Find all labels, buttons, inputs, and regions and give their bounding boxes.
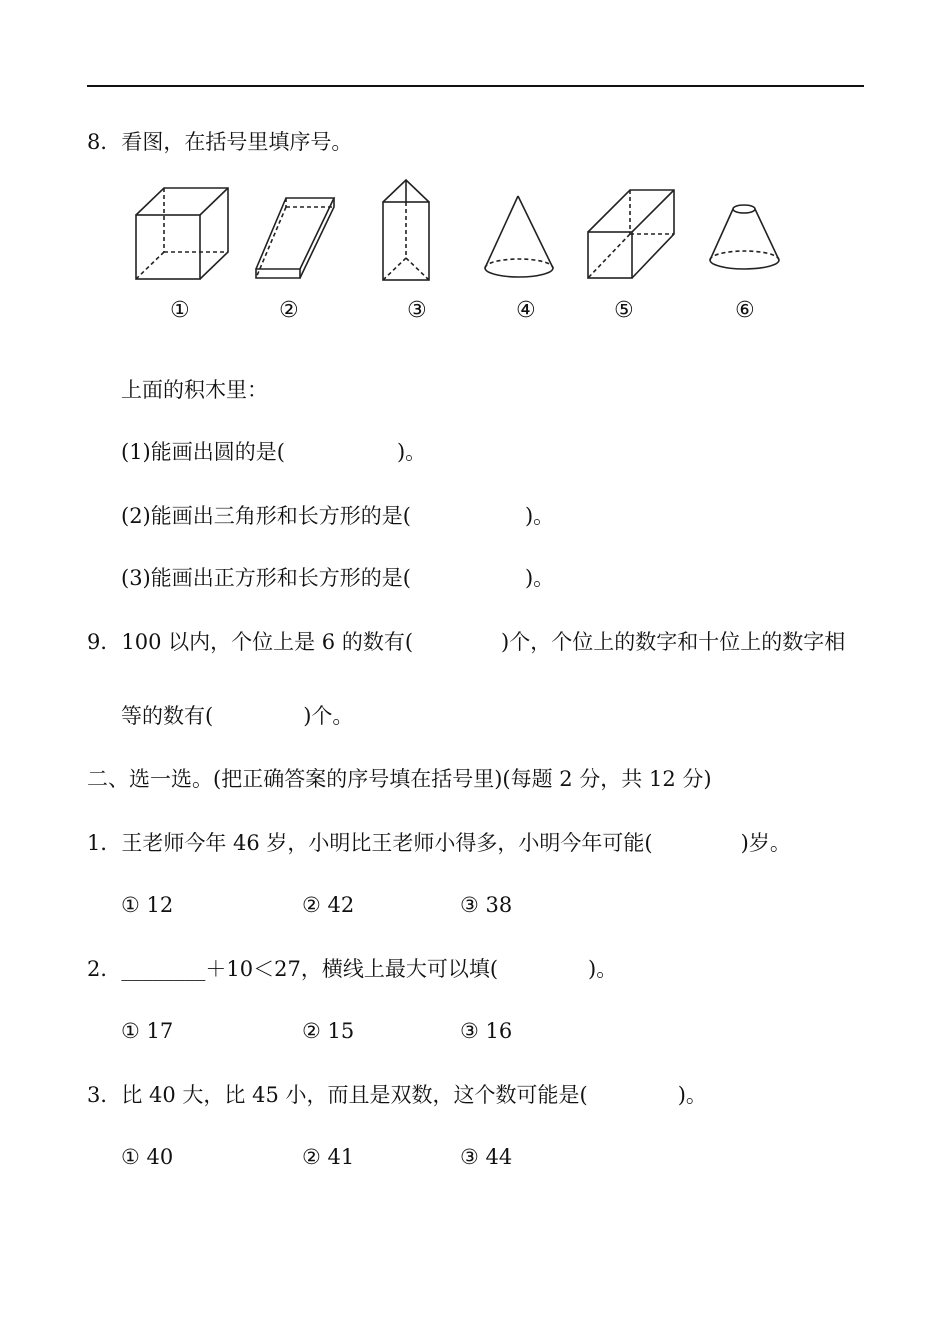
q8-intro: 上面的积木里： <box>121 378 268 402</box>
q9-line-1: 9．100 以内，个位上是 6 的数有( )个，个位上的数字和十位上的数字相 <box>87 630 846 654</box>
figure-label-3: ③ <box>407 298 427 323</box>
q8-item-3: (3)能画出正方形和长方形的是( )。 <box>121 566 555 590</box>
figure-cone <box>485 196 553 277</box>
figure-box <box>588 190 674 278</box>
s2-question-3: 3．比 40 大，比 45 小，而且是双数，这个数可能是( )。 <box>87 1083 707 1107</box>
figure-label-2: ② <box>279 298 299 323</box>
s2-q3-option-1[interactable]: ① 40 <box>121 1145 174 1169</box>
figure-label-6: ⑥ <box>735 298 755 323</box>
q9-line-2: 等的数有( )个。 <box>121 704 354 728</box>
s2-q1-option-2[interactable]: ② 42 <box>302 893 355 917</box>
figure-frustum <box>710 205 779 269</box>
figure-prism <box>383 180 429 280</box>
s2-q3-option-2[interactable]: ② 41 <box>302 1145 355 1169</box>
figure-cube <box>136 188 228 279</box>
s2-q1-option-1[interactable]: ① 12 <box>121 893 174 917</box>
figure-slab <box>256 198 334 278</box>
header-rule <box>87 85 864 87</box>
s2-q2-option-2[interactable]: ② 15 <box>302 1019 355 1043</box>
s2-q2-option-3[interactable]: ③ 16 <box>460 1019 513 1043</box>
figure-label-4: ④ <box>516 298 536 323</box>
figure-label-1: ① <box>170 298 190 323</box>
section2-heading: 二、选一选。(把正确答案的序号填在括号里)(每题 2 分，共 12 分) <box>87 767 712 791</box>
s2-question-1: 1．王老师今年 46 岁，小明比王老师小得多，小明今年可能( )岁。 <box>87 831 791 855</box>
q8-item-1: (1)能画出圆的是( )。 <box>121 440 427 464</box>
s2-question-2: 2．________＋10＜27，横线上最大可以填( )。 <box>87 957 618 981</box>
q8-title: 8．看图，在括号里填序号。 <box>87 130 353 154</box>
s2-q1-option-3[interactable]: ③ 38 <box>460 893 513 917</box>
s2-q3-option-3[interactable]: ③ 44 <box>460 1145 513 1169</box>
figure-label-5: ⑤ <box>614 298 634 323</box>
s2-q2-option-1[interactable]: ① 17 <box>121 1019 174 1043</box>
q8-item-2: (2)能画出三角形和长方形的是( )。 <box>121 504 555 528</box>
solid-figures <box>120 170 800 340</box>
